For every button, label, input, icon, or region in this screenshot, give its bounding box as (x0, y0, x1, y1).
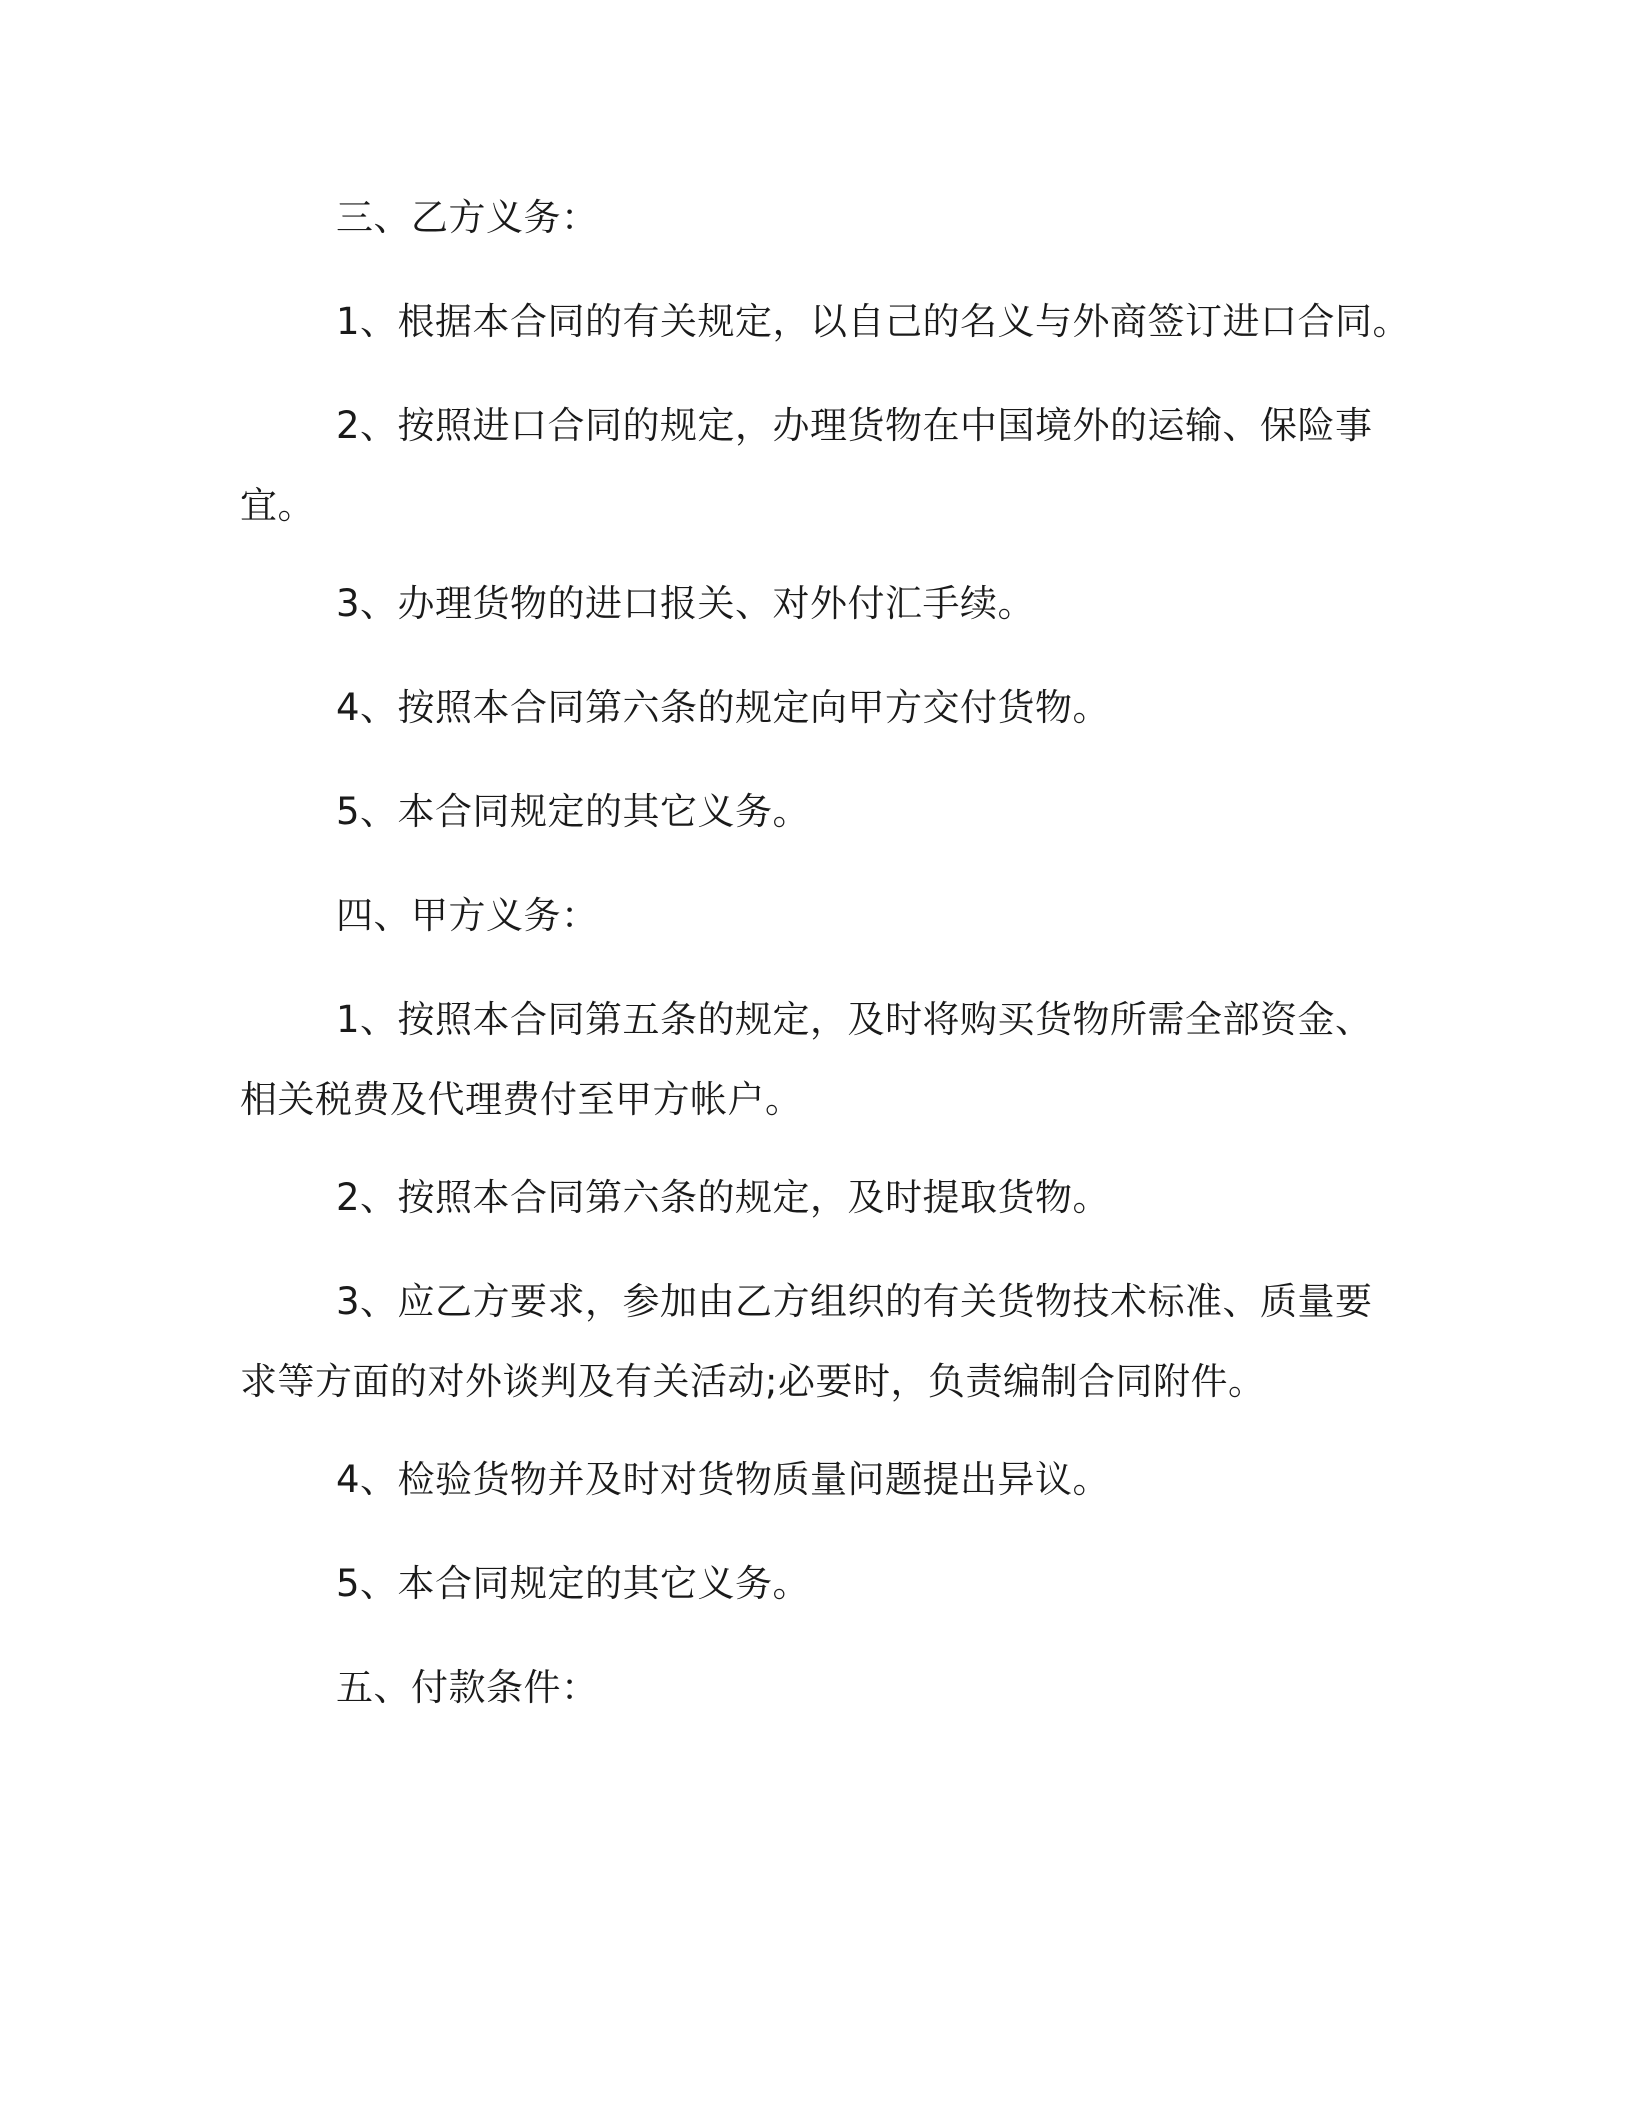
paragraph-a-1 (240, 980, 1373, 1140)
paragraph-a-4 (240, 1440, 1370, 1520)
paragraph-b-3 (240, 564, 1370, 644)
paragraph-line: 4、检验货物并及时对货物质量问题提出异议。 (336, 1458, 1111, 1501)
paragraph-a-3 (240, 1262, 1373, 1422)
paragraph-line: 宜。 (240, 484, 315, 527)
section-heading-party-a-obligations (240, 876, 1370, 956)
paragraph-line: 4、按照本合同第六条的规定向甲方交付货物。 (336, 686, 1111, 729)
paragraph-b-4 (240, 668, 1370, 748)
paragraph-line: 1、根据本合同的有关规定，以自己的名义与外商签订进口合同。 (336, 300, 1411, 343)
paragraph-line: 相关税费及代理费付至甲方帐户。 (240, 1078, 803, 1121)
paragraph-line: 5、本合同规定的其它义务。 (336, 790, 811, 833)
paragraph-a-2 (240, 1158, 1370, 1238)
paragraph-line: 3、应乙方要求，参加由乙方组织的有关货物技术标准、质量要 (336, 1280, 1373, 1323)
paragraph-line: 求等方面的对外谈判及有关活动;必要时，负责编制合同附件。 (240, 1360, 1266, 1403)
paragraph-b-1 (240, 282, 1411, 362)
paragraph-line: 三、乙方义务： (336, 196, 599, 239)
paragraph-line: 2、按照本合同第六条的规定，及时提取货物。 (336, 1176, 1111, 1219)
section-heading-payment-terms (240, 1648, 1370, 1728)
paragraph-a-5 (240, 1544, 1370, 1624)
paragraph-line: 5、本合同规定的其它义务。 (336, 1562, 811, 1605)
paragraph-line: 四、甲方义务： (336, 894, 599, 937)
paragraph-line: 1、按照本合同第五条的规定，及时将购买货物所需全部资金、 (336, 998, 1373, 1041)
paragraph-b-2 (240, 386, 1373, 546)
section-heading-party-b-obligations (240, 178, 1370, 258)
paragraph-b-5 (240, 772, 1370, 852)
paragraph-line: 2、按照进口合同的规定，办理货物在中国境外的运输、保险事 (336, 404, 1373, 447)
paragraph-line: 3、办理货物的进口报关、对外付汇手续。 (336, 582, 1036, 625)
paragraph-line: 五、付款条件： (336, 1666, 599, 1709)
